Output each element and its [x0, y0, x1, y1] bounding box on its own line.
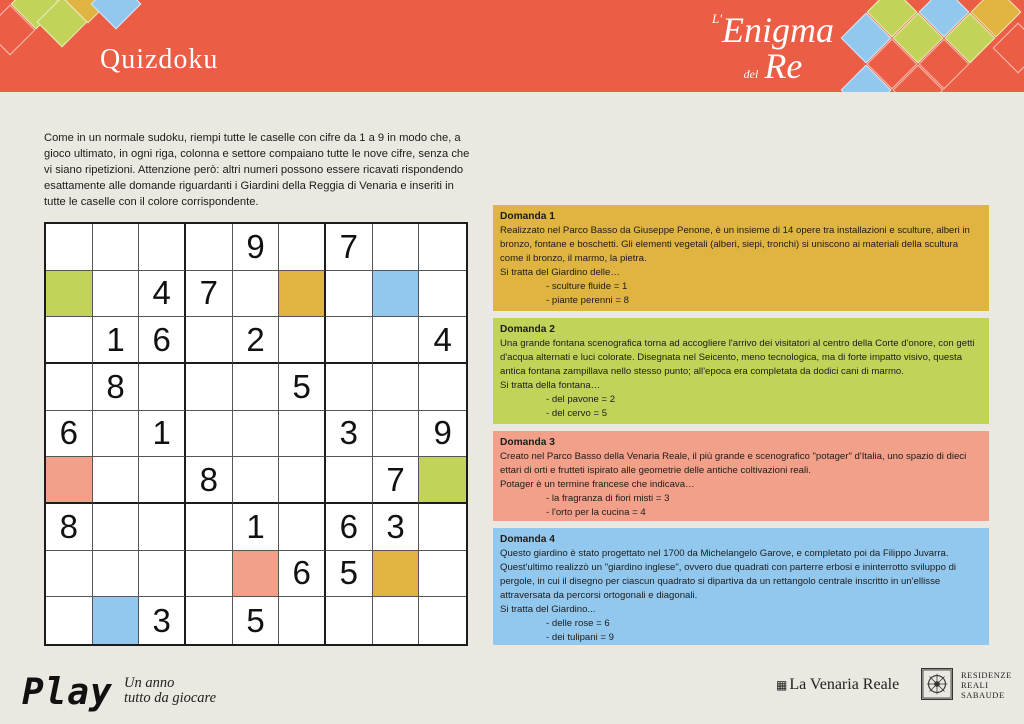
- sudoku-cell[interactable]: [46, 364, 93, 411]
- sudoku-cell-yellow[interactable]: [279, 271, 326, 318]
- sudoku-cell-green[interactable]: [46, 271, 93, 318]
- answer-option: - delle rose = 6: [546, 618, 610, 629]
- sudoku-cell[interactable]: 1: [139, 411, 186, 458]
- sudoku-cell[interactable]: 9: [233, 224, 280, 271]
- sudoku-cell[interactable]: [46, 224, 93, 271]
- question-title: Domanda 2: [500, 324, 555, 335]
- sudoku-cell[interactable]: [186, 597, 233, 644]
- sudoku-cell[interactable]: 3: [326, 411, 373, 458]
- answer-option: - l'orto per la cucina = 4: [546, 507, 646, 518]
- sudoku-cell[interactable]: 5: [233, 597, 280, 644]
- play-tagline: [124, 676, 216, 706]
- play-logo: Play: [22, 672, 113, 713]
- sudoku-cell[interactable]: 1: [233, 504, 280, 551]
- sudoku-cell[interactable]: 5: [279, 364, 326, 411]
- question-prompt: Potager è un termine francese che indicava…: [500, 479, 695, 490]
- sudoku-cell[interactable]: 5: [326, 551, 373, 598]
- sudoku-cell[interactable]: [326, 597, 373, 644]
- sudoku-cell[interactable]: [46, 597, 93, 644]
- logo-text: Enigma: [722, 10, 834, 50]
- sudoku-cell[interactable]: 7: [373, 457, 420, 504]
- sudoku-cell[interactable]: [419, 551, 466, 598]
- residenze-text: [961, 670, 1012, 700]
- sudoku-cell[interactable]: [279, 411, 326, 458]
- sudoku-cell[interactable]: 8: [46, 504, 93, 551]
- sudoku-cell[interactable]: [373, 224, 420, 271]
- sudoku-cell[interactable]: [139, 224, 186, 271]
- sudoku-cell[interactable]: 4: [139, 271, 186, 318]
- sudoku-cell-green[interactable]: [419, 457, 466, 504]
- sudoku-cell[interactable]: 4: [419, 317, 466, 364]
- sudoku-cell[interactable]: [373, 411, 420, 458]
- sudoku-cell[interactable]: [186, 317, 233, 364]
- sudoku-cell-blue[interactable]: [373, 271, 420, 318]
- sudoku-cell-blue[interactable]: [93, 597, 140, 644]
- sudoku-cell[interactable]: [186, 364, 233, 411]
- tagline-line: Un anno: [124, 675, 175, 691]
- question-2-box: [493, 318, 989, 424]
- sudoku-cell[interactable]: [419, 271, 466, 318]
- sudoku-cell[interactable]: 3: [139, 597, 186, 644]
- sudoku-cell[interactable]: [279, 317, 326, 364]
- sudoku-cell[interactable]: [46, 551, 93, 598]
- question-text: Questo giardino è stato progettato nel 1700 da Michelangelo Garove, e completato poi da Filippo Juvarra. Quest'ultimo realizzò un "giardino inglese", ovvero due quadrati con parterre erbosi e ininterrotto sviluppo di pergole, in cui il disegno per ciascun quadrato si dipartiva da un rettangolo centrale inscritto in un'ellisse attraversata da percorsi ortogonali e diagonali.: [500, 548, 957, 601]
- sudoku-cell[interactable]: [233, 271, 280, 318]
- sudoku-cell[interactable]: 7: [326, 224, 373, 271]
- answer-option: - sculture fluide = 1: [546, 281, 628, 292]
- answer-option: - piante perenni = 8: [546, 295, 629, 306]
- sudoku-cell[interactable]: [186, 551, 233, 598]
- residenze-line: SABAUDE: [961, 690, 1005, 700]
- sudoku-cell[interactable]: 3: [373, 504, 420, 551]
- sudoku-cell[interactable]: [233, 364, 280, 411]
- venaria-mark-icon: ▦: [776, 678, 788, 692]
- diamond-decoration: [91, 0, 142, 29]
- sudoku-cell-pink[interactable]: [233, 551, 280, 598]
- sudoku-cell[interactable]: [233, 457, 280, 504]
- sudoku-cell[interactable]: [279, 504, 326, 551]
- sudoku-cell[interactable]: [233, 411, 280, 458]
- answer-options: [500, 492, 982, 520]
- sudoku-cell[interactable]: [186, 224, 233, 271]
- question-title: Domanda 4: [500, 534, 555, 545]
- logo-text: del: [743, 67, 759, 81]
- sudoku-cell[interactable]: [139, 364, 186, 411]
- sudoku-cell[interactable]: [139, 457, 186, 504]
- sudoku-cell[interactable]: [419, 504, 466, 551]
- question-prompt: Si tratta del Giardino delle…: [500, 267, 620, 278]
- sudoku-cell[interactable]: [93, 504, 140, 551]
- venaria-name: La Venaria Reale: [789, 676, 900, 693]
- sudoku-cell[interactable]: [373, 597, 420, 644]
- sudoku-cell[interactable]: [139, 504, 186, 551]
- sudoku-cell[interactable]: 6: [139, 317, 186, 364]
- residenze-line: REALI: [961, 680, 989, 690]
- question-title: Domanda 3: [500, 437, 555, 448]
- residenze-line: RESIDENZE: [961, 670, 1012, 680]
- residenze-emblem-icon: [921, 668, 953, 700]
- question-prompt: Si tratta del Giardino...: [500, 604, 596, 615]
- sudoku-cell[interactable]: 7: [186, 271, 233, 318]
- sudoku-cell[interactable]: 9: [419, 411, 466, 458]
- sudoku-cell[interactable]: [373, 317, 420, 364]
- sudoku-cell[interactable]: [326, 317, 373, 364]
- sudoku-cell[interactable]: [326, 364, 373, 411]
- answer-options: [500, 280, 982, 308]
- logo-text: L': [711, 11, 722, 26]
- answer-option: - del cervo = 5: [546, 408, 608, 419]
- answer-option: - la fragranza di fiori misti = 3: [546, 493, 670, 504]
- sudoku-cell[interactable]: [419, 597, 466, 644]
- sudoku-cell[interactable]: [93, 411, 140, 458]
- sudoku-cell[interactable]: [419, 364, 466, 411]
- sudoku-cell[interactable]: 8: [93, 364, 140, 411]
- question-text: Creato nel Parco Basso della Venaria Reale, il più grande e scenografico "potager" d'Italia, uno spazio di dieci ettari di orti e frutteti ispirato alle geometrie delle antiche coltivazioni reali.: [500, 451, 967, 476]
- question-text: Realizzato nel Parco Basso da Giuseppe Penone, è un insieme di 14 opere tra installazioni e sculture, alberi in bronzo, fontane e boschetti. Gli elementi vegetali (alberi, siepi, tronchi) si uniscono ai materiali della scultura come il bronzo, il marmo, la pietra.: [500, 225, 970, 264]
- sudoku-cell[interactable]: [326, 271, 373, 318]
- question-3-box: [493, 431, 989, 521]
- question-4-box: [493, 528, 989, 645]
- logo-text: Re: [764, 46, 803, 86]
- sudoku-cell[interactable]: [279, 224, 326, 271]
- sudoku-cell[interactable]: 1: [93, 317, 140, 364]
- question-text: Una grande fontana scenografica torna ad accogliere l'arrivo dei visitatori al centro della Corte d'onore, con getti d'acqua alternati e luci colorate. Disegnata nel Seicento, meno tecnologica, ma di forte impatto visivo, questa antica fontana zampillava nello stesso punto; all'epoca era completata da dodici cani di marmo.: [500, 338, 975, 377]
- sudoku-cell[interactable]: [139, 551, 186, 598]
- sudoku-cell[interactable]: [186, 504, 233, 551]
- instructions-text: Come in un normale sudoku, riempi tutte le caselle con cifre da 1 a 9 in modo che, a gioco ultimato, in ogni riga, colonna e settore compaiano tutte le nove cifre, senza che vi siano ripetizioni. Attenzione però: altri numeri possono essere ricavati rispondendo esattamente alle domande riguardanti i Giardini della Reggia di Venaria e inseriti in tutte le caselle con il colore corrispondente.: [44, 132, 470, 208]
- sudoku-cell[interactable]: [186, 411, 233, 458]
- question-title: Domanda 1: [500, 211, 555, 222]
- sudoku-cell[interactable]: [93, 271, 140, 318]
- sudoku-cell[interactable]: 2: [233, 317, 280, 364]
- venaria-reale-logo: [776, 676, 899, 694]
- sudoku-cell[interactable]: [93, 457, 140, 504]
- sudoku-cell[interactable]: [279, 457, 326, 504]
- answer-option: - dei tulipani = 9: [546, 632, 614, 643]
- sudoku-cell[interactable]: [373, 364, 420, 411]
- sudoku-cell[interactable]: [279, 597, 326, 644]
- sudoku-cell[interactable]: [326, 457, 373, 504]
- answer-option: - del pavone = 2: [546, 394, 616, 405]
- header-banner: [0, 0, 1024, 92]
- sudoku-cell[interactable]: 6: [326, 504, 373, 551]
- question-prompt: Si tratta della fontana…: [500, 380, 601, 391]
- sudoku-cell[interactable]: [93, 551, 140, 598]
- answer-options: [500, 617, 982, 645]
- question-1-box: [493, 205, 989, 311]
- sudoku-cell[interactable]: 8: [186, 457, 233, 504]
- tagline-line: tutto da giocare: [124, 690, 217, 706]
- sudoku-cell-yellow[interactable]: [373, 551, 420, 598]
- sudoku-cell[interactable]: 6: [279, 551, 326, 598]
- sudoku-cell-pink[interactable]: [46, 457, 93, 504]
- answer-options: [500, 393, 982, 421]
- sudoku-cell[interactable]: 6: [46, 411, 93, 458]
- enigma-del-re-logo: [712, 12, 834, 84]
- page-title: Quizdoku: [100, 44, 219, 75]
- sudoku-cell[interactable]: [93, 224, 140, 271]
- sudoku-cell[interactable]: [46, 317, 93, 364]
- sudoku-grid: [44, 222, 468, 646]
- sudoku-cell[interactable]: [419, 224, 466, 271]
